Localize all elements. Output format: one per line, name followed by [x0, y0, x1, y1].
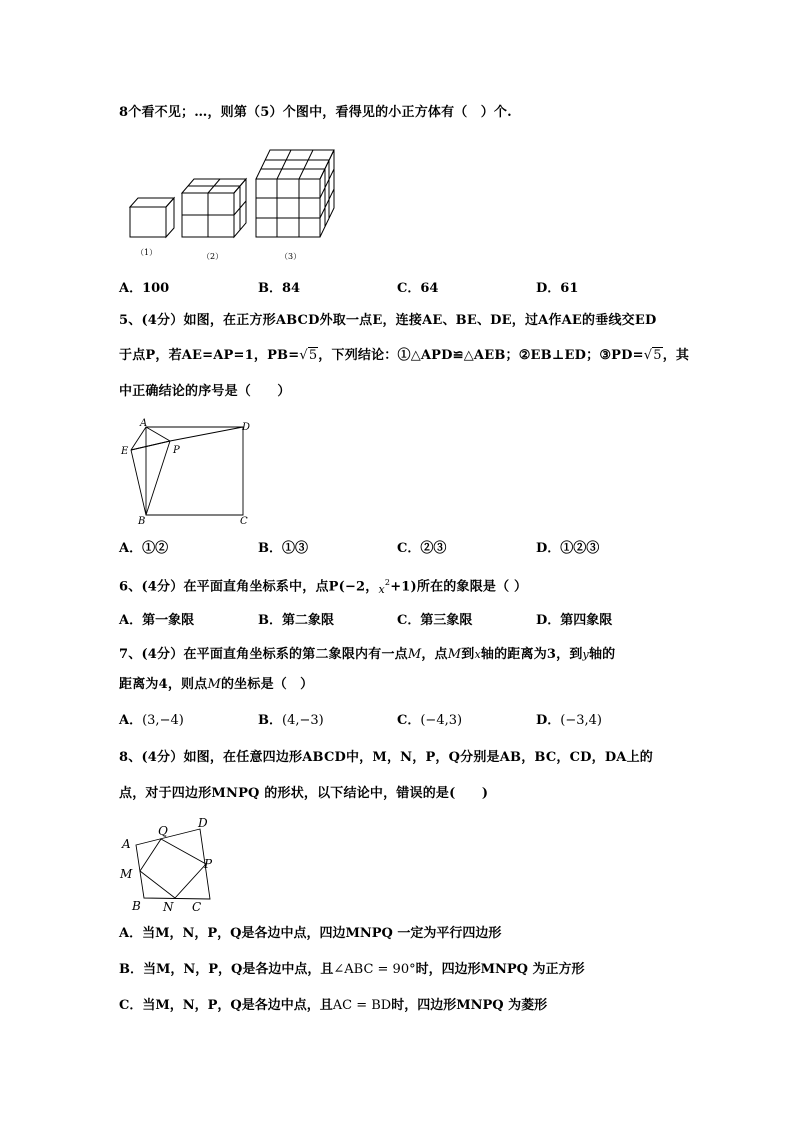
q6-option-b[interactable]: B．第二象限	[258, 613, 334, 628]
q4-option-c[interactable]: C．64	[397, 281, 439, 296]
cube-label-2: （2）	[202, 252, 224, 261]
cube-label-1: （1）	[136, 248, 158, 257]
q7-option-d[interactable]: D．(−3,4)	[536, 713, 602, 728]
q5-option-c[interactable]: C．②③	[397, 541, 447, 556]
q4-option-b[interactable]: B．84	[258, 281, 301, 296]
q8-label-A: A	[122, 837, 131, 851]
q4-text: 8个看不见；…，则第（5）个图中，看得见的小正方体有（ ）个.	[119, 105, 512, 120]
q5-option-d[interactable]: D．①②③	[536, 541, 600, 556]
q7-option-c[interactable]: C．(−4,3)	[397, 713, 463, 728]
q8-label-P: P	[204, 857, 213, 871]
q5-line2: 于点P，若AE=AP=1，PB=√5，下列结论：①△APD≌△AEB；②EB⊥ED；③PD=√5，其	[119, 348, 690, 363]
q8-option-b[interactable]: B．当M，N，P，Q是各边中点，且∠ABC = 90°时，四边形MNPQ 为正方形	[119, 962, 585, 977]
q5-label-C: C	[240, 516, 248, 527]
q8-label-B: B	[132, 899, 141, 913]
q4-option-d[interactable]: D．61	[536, 281, 579, 296]
q4-cubes-figure	[120, 142, 350, 267]
q8-label-D: D	[198, 816, 208, 830]
sqrt-5-b: √5	[643, 348, 662, 363]
q6-option-d[interactable]: D．第四象限	[536, 613, 613, 628]
q5-label-D: D	[242, 422, 251, 433]
q6-option-a[interactable]: A．第一象限	[119, 613, 195, 628]
q8-label-N: N	[163, 900, 174, 914]
q8-label-M: M	[120, 867, 133, 881]
q4-option-a[interactable]: A．100	[119, 281, 170, 296]
q8-line1: 8、(4分）如图，在任意四边形ABCD中，M，N，P，Q分别是AB，BC，CD，DA上的	[119, 750, 653, 765]
q5-label-E: E	[121, 446, 129, 457]
q7-option-b[interactable]: B．(4,−3)	[258, 713, 324, 728]
q5-option-a[interactable]: A．①②	[119, 541, 169, 556]
q8-option-c[interactable]: C．当M，N，P，Q是各边中点，且AC = BD时，四边形MNPQ 为菱形	[119, 998, 548, 1013]
q5-label-P: P	[173, 445, 180, 456]
q5-option-b[interactable]: B．①③	[258, 541, 308, 556]
q5-line1: 5、(4分）如图，在正方形ABCD外取一点E，连接AE、BE、DE，过A作AE的垂线交ED	[119, 313, 657, 328]
q8-label-Q: Q	[158, 824, 168, 838]
q8-label-C: C	[192, 900, 202, 914]
q6-line1: 6、(4分）在平面直角坐标系中，点P(−2，$_x^2$+1)所在的象限是（ ）	[119, 578, 528, 597]
q6-option-c[interactable]: C．第三象限	[397, 613, 473, 628]
q5-label-B: B	[138, 516, 146, 527]
q7-line1: 7、(4分）在平面直角坐标系的第二象限内有一点M，点M到x轴的距离为3，到y轴的	[119, 647, 616, 662]
cube-label-3: （3）	[280, 252, 302, 261]
q8-quadrilateral-figure	[116, 814, 226, 914]
q8-line2: 点，对于四边形MNPQ 的形状，以下结论中，错误的是( )	[119, 786, 489, 801]
q7-option-a[interactable]: A．(3,−4)	[119, 713, 184, 728]
q8-option-a[interactable]: A．当M，N，P，Q是各边中点，四边MNPQ 一定为平行四边形	[119, 926, 502, 941]
q5-label-A: A	[140, 418, 148, 429]
q7-line2: 距离为4，则点M的坐标是（ ）	[119, 677, 314, 692]
q5-square-figure	[118, 418, 268, 528]
q5-line3: 中正确结论的序号是（ ）	[119, 384, 291, 399]
sqrt-5-a: √5	[299, 348, 318, 363]
